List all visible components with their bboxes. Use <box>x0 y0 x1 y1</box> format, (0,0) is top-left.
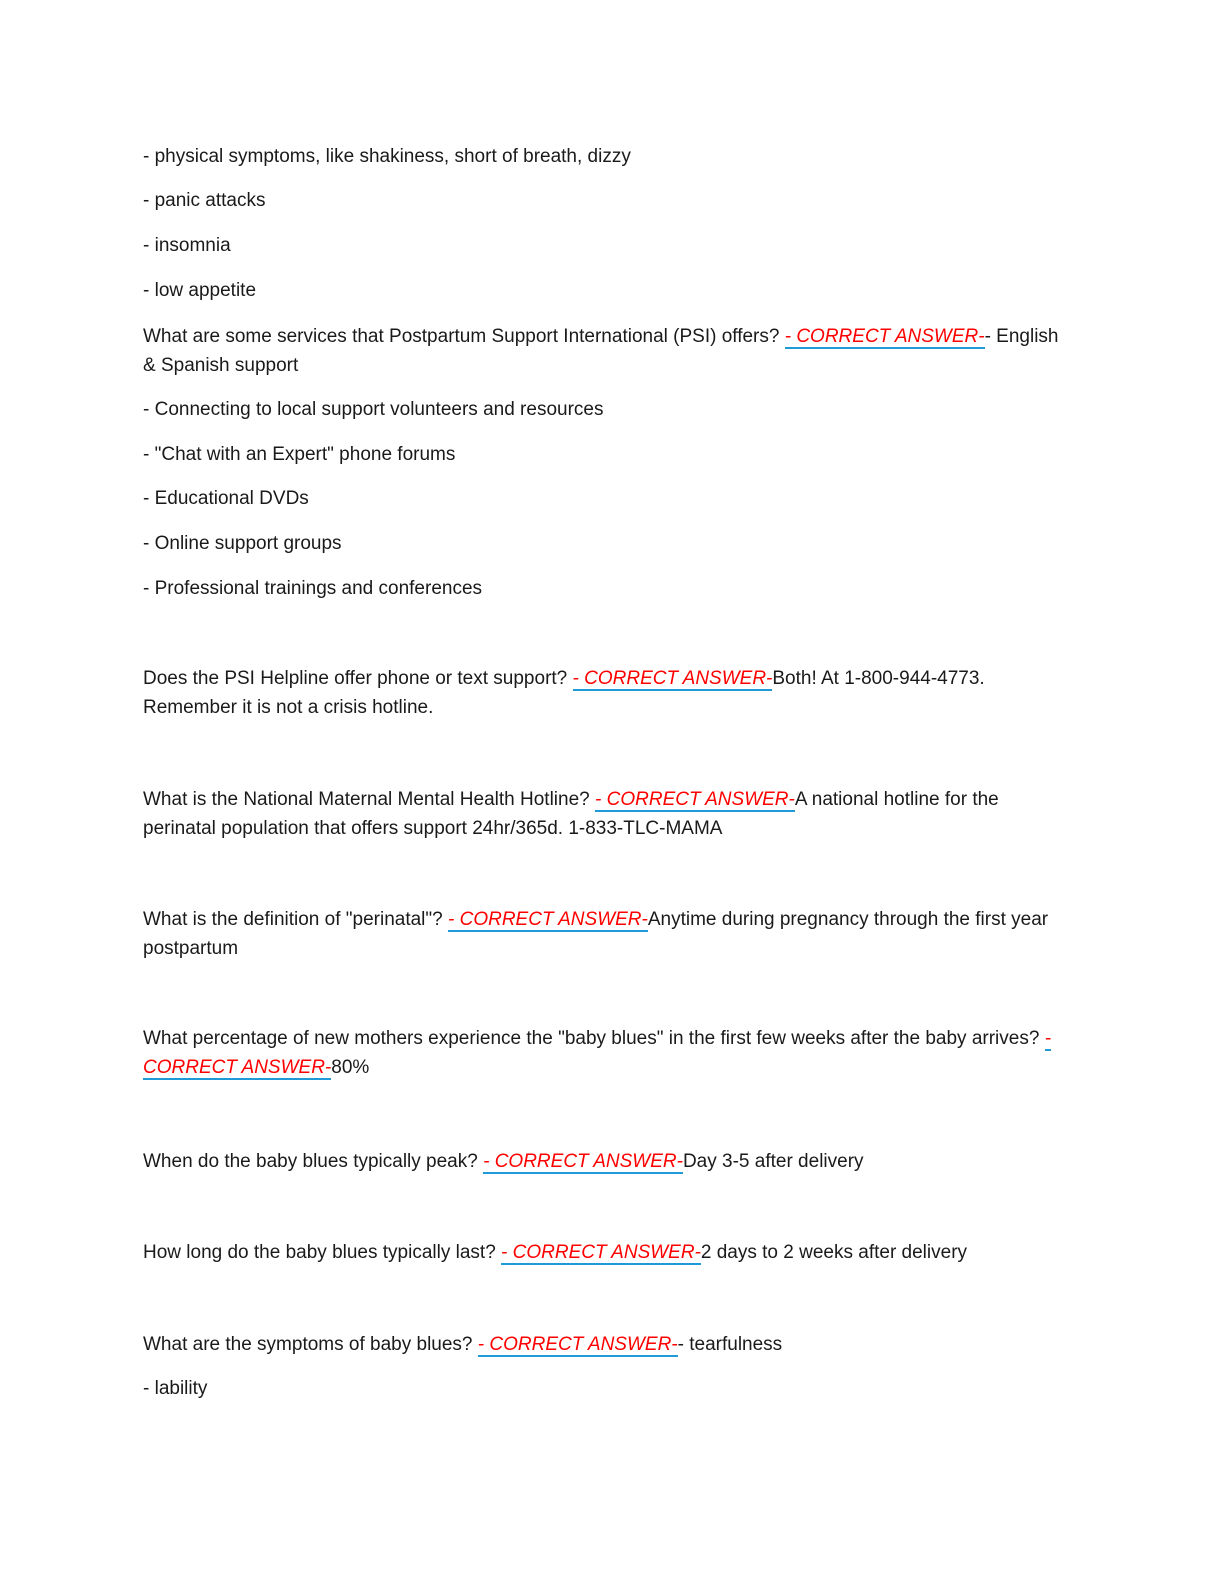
qa-item <box>143 1330 1073 1359</box>
qa-item <box>143 1024 1073 1082</box>
answer-text: 80% <box>331 1057 370 1078</box>
qa-item <box>143 905 1073 963</box>
correct-answer-marker: - CORRECT ANSWER- <box>483 1151 683 1172</box>
correct-answer-marker: - CORRECT ANSWER- <box>595 789 795 810</box>
correct-answer-marker: - CORRECT ANSWER- <box>143 1028 1052 1078</box>
question-text: What are the symptoms of baby blues? <box>143 1334 478 1355</box>
qa-item <box>143 1147 1073 1176</box>
qa-item <box>143 664 1073 722</box>
question-text: What is the definition of "perinatal"? <box>143 909 448 930</box>
answer-text: Both! At 1-800-944-4773. Remember it is not a crisis hotline. <box>143 668 985 718</box>
question-text: What are some services that Postpartum Support International (PSI) offers? <box>143 326 785 347</box>
bullet-item: - physical symptoms, like shakiness, short of breath, dizzy <box>143 146 631 167</box>
question-text: How long do the baby blues typically last? <box>143 1242 502 1263</box>
correct-answer-marker: - CORRECT ANSWER- <box>501 1242 701 1263</box>
correct-answer-marker: - CORRECT ANSWER- <box>572 668 773 689</box>
bullet-item: - Educational DVDs <box>143 488 309 509</box>
qa-item <box>143 785 1073 843</box>
bullet-item: - Connecting to local support volunteers and resources <box>143 399 604 420</box>
qa-item <box>143 1238 1073 1267</box>
question-text: When do the baby blues typically peak? <box>143 1151 484 1172</box>
answer-text: A national hotline for the perinatal population that offers support 24hr/365d. 1-833-TLC-MAMA <box>143 789 999 839</box>
bullet-item: - Professional trainings and conferences <box>143 578 483 599</box>
bullet-item: - low appetite <box>143 280 257 301</box>
question-text: What is the National Maternal Mental Health Hotline? <box>143 789 596 810</box>
correct-answer-marker: - CORRECT ANSWER- <box>477 1334 678 1355</box>
answer-text: - tearfulness <box>677 1334 783 1355</box>
bullet-item: - lability <box>143 1378 208 1399</box>
correct-answer-marker: - CORRECT ANSWER- <box>784 326 985 347</box>
answer-text: - English & Spanish support <box>143 326 1059 376</box>
bullet-item: - "Chat with an Expert" phone forums <box>143 444 456 465</box>
bullet-item: - insomnia <box>143 235 231 256</box>
answer-text: Anytime during pregnancy through the first year postpartum <box>143 909 1049 959</box>
answer-text: Day 3-5 after delivery <box>682 1151 864 1172</box>
bullet-item: - panic attacks <box>143 190 266 211</box>
bullet-item: - Online support groups <box>143 533 342 554</box>
question-text: Does the PSI Helpline offer phone or text support? <box>143 668 573 689</box>
correct-answer-marker: - CORRECT ANSWER- <box>448 909 648 930</box>
question-text: What percentage of new mothers experience the "baby blues" in the first few weeks after the baby arrives? <box>143 1028 1045 1049</box>
answer-text: 2 days to 2 weeks after delivery <box>700 1242 968 1263</box>
qa-item <box>143 322 1073 380</box>
